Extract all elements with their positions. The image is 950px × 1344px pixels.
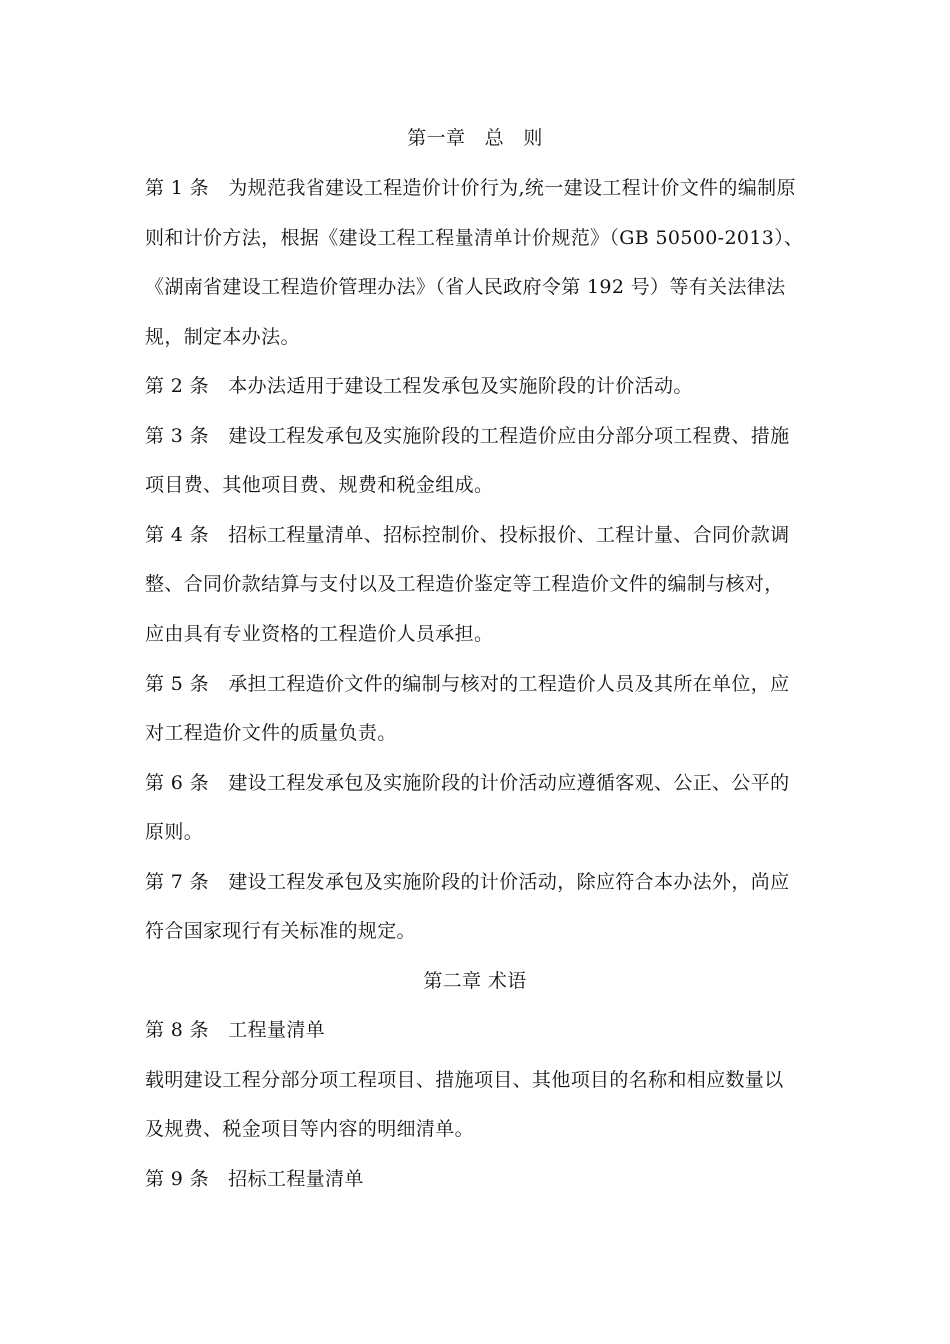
article-7-line-2: 符合国家现行有关标准的规定。	[145, 920, 416, 942]
article-3-line-1: 第 3 条 建设工程发承包及实施阶段的工程造价应由分部分项工程费、措施	[145, 425, 790, 447]
article-1-line-3: 《湖南省建设工程造价管理办法》（省人民政府令第 192 号）等有关法律法	[145, 276, 786, 298]
article-2-line-1: 第 2 条 本办法适用于建设工程发承包及实施阶段的计价活动。	[145, 375, 693, 397]
article-1-line-1: 第 1 条 为规范我省建设工程造价计价行为,统一建设工程计价文件的编制原	[145, 177, 796, 199]
article-5-line-2: 对工程造价文件的质量负责。	[145, 722, 397, 744]
article-9-line-1: 第 9 条 招标工程量清单	[145, 1168, 364, 1190]
chapter-1-title: 第一章 总 则	[407, 127, 543, 149]
article-5-line-1: 第 5 条 承担工程造价文件的编制与核对的工程造价人员及其所在单位，应	[145, 673, 790, 695]
article-8-line-2: 载明建设工程分部分项工程项目、措施项目、其他项目的名称和相应数量以	[145, 1069, 784, 1091]
article-8-line-1: 第 8 条 工程量清单	[145, 1019, 326, 1041]
article-6-line-1: 第 6 条 建设工程发承包及实施阶段的计价活动应遵循客观、公正、公平的	[145, 772, 790, 794]
article-4-line-1: 第 4 条 招标工程量清单、招标控制价、投标报价、工程计量、合同价款调	[145, 524, 790, 546]
chapter-2-title: 第二章 术语	[423, 970, 527, 992]
article-1-line-4: 规，制定本办法。	[145, 326, 300, 348]
article-3-line-2: 项目费、其他项目费、规费和税金组成。	[145, 474, 494, 496]
article-4-line-3: 应由具有专业资格的工程造价人员承担。	[145, 623, 494, 645]
article-1-line-2: 则和计价方法，根据《建设工程工程量清单计价规范》（GB 50500-2013）、	[145, 227, 804, 249]
article-7-line-1: 第 7 条 建设工程发承包及实施阶段的计价活动，除应符合本办法外，尚应	[145, 871, 790, 893]
article-8-line-3: 及规费、税金项目等内容的明细清单。	[145, 1118, 474, 1140]
article-6-line-2: 原则。	[145, 821, 204, 843]
article-4-line-2: 整、合同价款结算与支付以及工程造价鉴定等工程造价文件的编制与核对，	[145, 573, 784, 595]
